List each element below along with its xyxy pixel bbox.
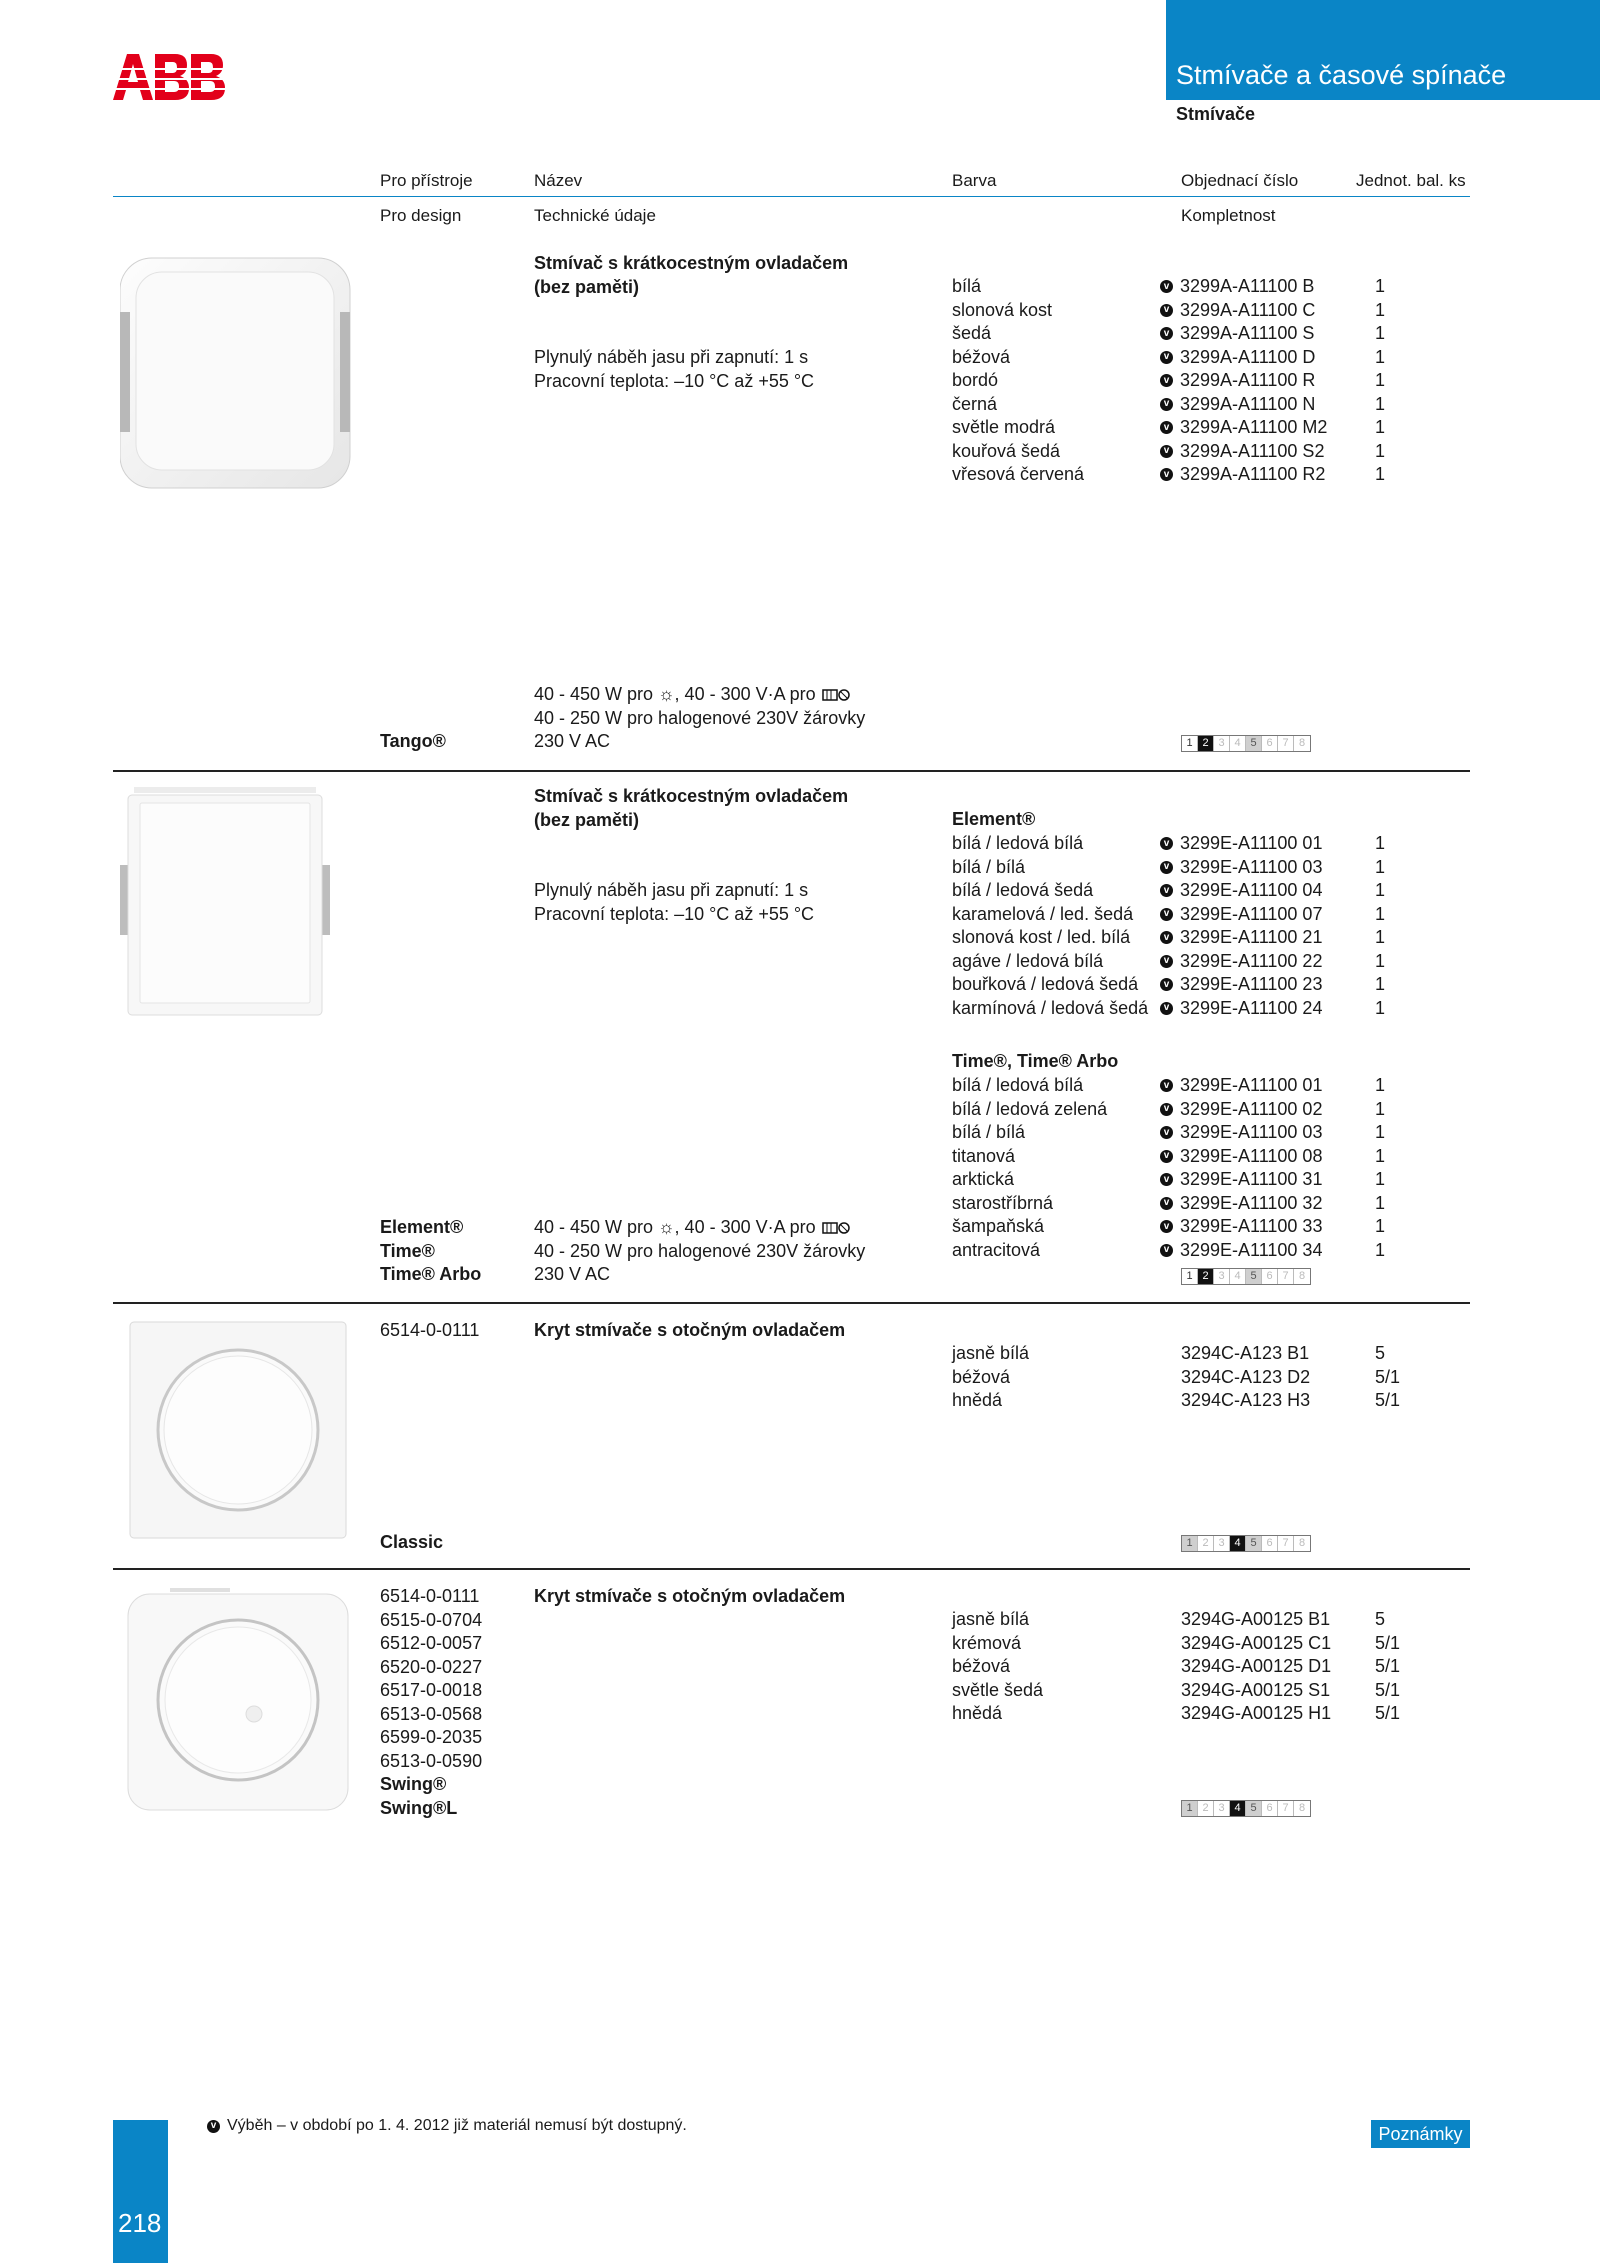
list-item: agáve / ledová bílá <box>952 950 1104 971</box>
section4-colors <box>952 1608 1043 1726</box>
section2b-colors <box>952 1074 1107 1262</box>
page-title: Stmívače a časové spínače <box>1176 60 1507 90</box>
list-item: antracitová <box>952 1239 1041 1260</box>
section2-design: Element® Time® Time® Arbo <box>380 1217 482 1284</box>
section1-tech: Plynulý náběh jasu při zapnutí: 1 s Pracovní teplota: –10 °C až +55 °C <box>534 347 815 391</box>
list-item: bílá / ledová zelená <box>952 1098 1108 1119</box>
list-item: černá <box>952 393 998 414</box>
col-color: Barva <box>952 171 997 190</box>
page-number: 218 <box>118 2208 162 2238</box>
list-item: světle modrá <box>952 417 1056 437</box>
list-item: krémová <box>952 1632 1022 1653</box>
section3-device: 6514-0-0111 <box>380 1320 480 1340</box>
list-item: hnědá <box>952 1703 1003 1723</box>
phaseout-icon: v <box>1160 1079 1173 1092</box>
section1-name: Stmívač s krátkocestným ovladačem (bez paměti) <box>534 253 849 297</box>
section3-name: Kryt stmívače s otočným ovladačem <box>534 1320 846 1340</box>
completeness-strip: 1 2 3 4 5 6 7 8 <box>1181 1535 1311 1552</box>
phaseout-icon: v <box>1160 955 1173 968</box>
section1-power: 40 - 450 W pro ☼, 40 - 300 V·A pro 40 - 250 W pro halogenové 230V žárovky 230 V AC <box>534 684 866 751</box>
phaseout-icon: v <box>1160 1220 1173 1233</box>
section2-power: 40 - 450 W pro ☼, 40 - 300 V·A pro 40 - 250 W pro halogenové 230V žárovky 230 V AC <box>534 1217 866 1284</box>
list-item: karamelová / led. šedá <box>952 903 1134 924</box>
col-unit: Jednot. bal. ks <box>1356 171 1466 190</box>
transformer-icon <box>822 687 852 703</box>
list-item: karmínová / ledová šedá <box>952 997 1149 1018</box>
list-item: slonová kost <box>952 299 1053 320</box>
phaseout-icon: v <box>1160 908 1173 921</box>
phaseout-icon: v <box>1160 421 1173 434</box>
section-divider <box>113 1568 1470 1570</box>
section2-tech: Plynulý náběh jasu při zapnutí: 1 s Pracovní teplota: –10 °C až +55 °C <box>534 880 815 924</box>
section3-colors <box>952 1342 1029 1413</box>
phaseout-icon: v <box>1160 445 1173 458</box>
list-item: šedá <box>952 323 992 343</box>
phaseout-icon: v <box>207 2120 220 2133</box>
phaseout-icon: v <box>1160 304 1173 317</box>
abb-logo <box>113 52 225 102</box>
completeness-strip: 1 2 3 4 5 6 7 8 <box>1181 1800 1311 1817</box>
col-device: Pro přístroje <box>380 171 473 190</box>
phaseout-icon: v <box>1160 374 1173 387</box>
section1-qty: 1 1 1 1 1 1 1 1 1 <box>1375 276 1386 484</box>
section4-orders: 3294G-A00125 B1 3294G-A00125 C1 3294G-A00125 D1 3294G-A00125 S1 3294G-A00125 H1 <box>1181 1609 1332 1723</box>
transformer-icon <box>822 1220 852 1236</box>
section-divider <box>113 770 1470 772</box>
phaseout-icon: v <box>1160 280 1173 293</box>
phaseout-icon: v <box>1160 978 1173 991</box>
tango-dimmer-image <box>120 252 352 492</box>
list-item: bílá / ledová bílá <box>952 1075 1084 1095</box>
section2b-qty: 1 1 1 1 1 1 1 1 <box>1375 1075 1386 1260</box>
list-item: bílá / ledová šedá <box>952 880 1094 900</box>
list-item: světle šedá <box>952 1679 1044 1700</box>
list-item: jasně bílá <box>952 1609 1030 1629</box>
section1-orders: v 3299A-A11100 B v 3299A-A11100 C v 3299A-A11100 S v 3299A-A11100 D v 3299A-A11100 R v 3299A-A11100 N v 3299A-A11100 M2 v 3299A-A11100 S2 v 3299A-A11100 R2 <box>1160 275 1327 487</box>
list-item: bouřková / ledová šedá <box>952 974 1139 994</box>
section2-orders: v 3299E-A11100 01 v 3299E-A11100 03 v 3299E-A11100 04 v 3299E-A11100 07 v 3299E-A11100 21 v 3299E-A11100 22 v 3299E-A11100 23 v 3299E-A11100 24 <box>1160 832 1322 1020</box>
section4-devices: 6514-0-0111 6515-0-0704 6512-0-0057 6520-0-0227 6517-0-0018 6513-0-0568 6599-0-2035 6513-0-0590 Swing® Swing®L <box>380 1586 483 1818</box>
section1-design: Tango® <box>380 731 446 751</box>
list-item: jasně bílá <box>952 1343 1030 1363</box>
phaseout-icon: v <box>1160 1103 1173 1116</box>
col-name: Název <box>534 171 583 190</box>
footnote: v Výběh – v období po 1. 4. 2012 již materiál nemusí být dostupný. <box>207 2117 687 2135</box>
col-order: Objednací číslo <box>1181 171 1299 190</box>
completeness-strip: 1 2 3 4 5 6 7 8 <box>1181 735 1311 752</box>
phaseout-icon: v <box>1160 1173 1173 1186</box>
section3-design: Classic <box>380 1532 444 1552</box>
section4-name: Kryt stmívače s otočným ovladačem <box>534 1586 846 1606</box>
list-item: bílá / bílá <box>952 1122 1026 1142</box>
element-group-title: Element® <box>952 809 1036 829</box>
completeness-strip: 1 2 3 4 5 6 7 8 <box>1181 1268 1311 1285</box>
list-item: bílá <box>952 276 982 296</box>
list-item: bílá / bílá <box>952 856 1026 877</box>
col-tech: Technické údaje <box>534 206 656 225</box>
phaseout-icon: v <box>1160 1244 1173 1257</box>
phaseout-icon: v <box>1160 1002 1173 1015</box>
section2b-orders: v 3299E-A11100 01 v 3299E-A11100 02 v 3299E-A11100 03 v 3299E-A11100 08 v 3299E-A11100 31 v 3299E-A11100 32 v 3299E-A11100 33 v 3299E-A11100 34 <box>1160 1074 1322 1262</box>
list-item: béžová <box>952 1366 1011 1387</box>
list-item: béžová <box>952 346 1011 367</box>
list-item: bílá / ledová bílá <box>952 833 1084 853</box>
classic-dimmer-image <box>128 1320 350 1542</box>
list-item: bordó <box>952 370 999 390</box>
element-dimmer-image <box>120 785 335 1020</box>
col-design: Pro design <box>380 206 462 225</box>
phaseout-icon: v <box>1160 351 1173 364</box>
section2-name: Stmívač s krátkocestným ovladačem (bez paměti) <box>534 786 849 830</box>
phaseout-icon: v <box>1160 1126 1173 1139</box>
phaseout-icon: v <box>1160 861 1173 874</box>
section-divider <box>113 1302 1470 1304</box>
list-item: starostříbrná <box>952 1192 1054 1213</box>
list-item: hnědá <box>952 1390 1003 1410</box>
phaseout-icon: v <box>1160 931 1173 944</box>
col-completeness: Kompletnost <box>1181 206 1276 225</box>
list-item: arktická <box>952 1169 1015 1189</box>
list-item: titanová <box>952 1145 1016 1166</box>
phaseout-icon: v <box>1160 468 1173 481</box>
section4-qty: 5 5/1 5/1 5/1 5/1 <box>1375 1609 1401 1723</box>
section1-colors <box>952 275 1084 487</box>
list-item: slonová kost / led. bílá <box>952 927 1131 947</box>
phaseout-icon: v <box>1160 884 1173 897</box>
notes-label: Poznámky <box>1371 2120 1470 2148</box>
section3-qty: 5 5/1 5/1 <box>1375 1343 1401 1410</box>
phaseout-icon: v <box>1160 837 1173 850</box>
section2-qty: 1 1 1 1 1 1 1 1 <box>1375 833 1386 1018</box>
list-item: vřesová červená <box>952 464 1085 484</box>
header-divider <box>113 196 1470 197</box>
section2-colors <box>952 832 1148 1020</box>
time-group-title: Time®, Time® Arbo <box>952 1051 1119 1071</box>
list-item: béžová <box>952 1656 1011 1676</box>
phaseout-icon: v <box>1160 398 1173 411</box>
page-subtitle: Stmívače <box>1176 104 1256 124</box>
phaseout-icon: v <box>1160 1150 1173 1163</box>
list-item: šampaňská <box>952 1216 1045 1236</box>
phaseout-icon: v <box>1160 327 1173 340</box>
phaseout-icon: v <box>1160 1197 1173 1210</box>
swing-dimmer-image <box>126 1588 352 1814</box>
section3-orders: 3294C-A123 B1 3294C-A123 D2 3294C-A123 H3 <box>1181 1343 1311 1410</box>
list-item: kouřová šedá <box>952 440 1061 461</box>
page-number-bar <box>113 2120 168 2263</box>
